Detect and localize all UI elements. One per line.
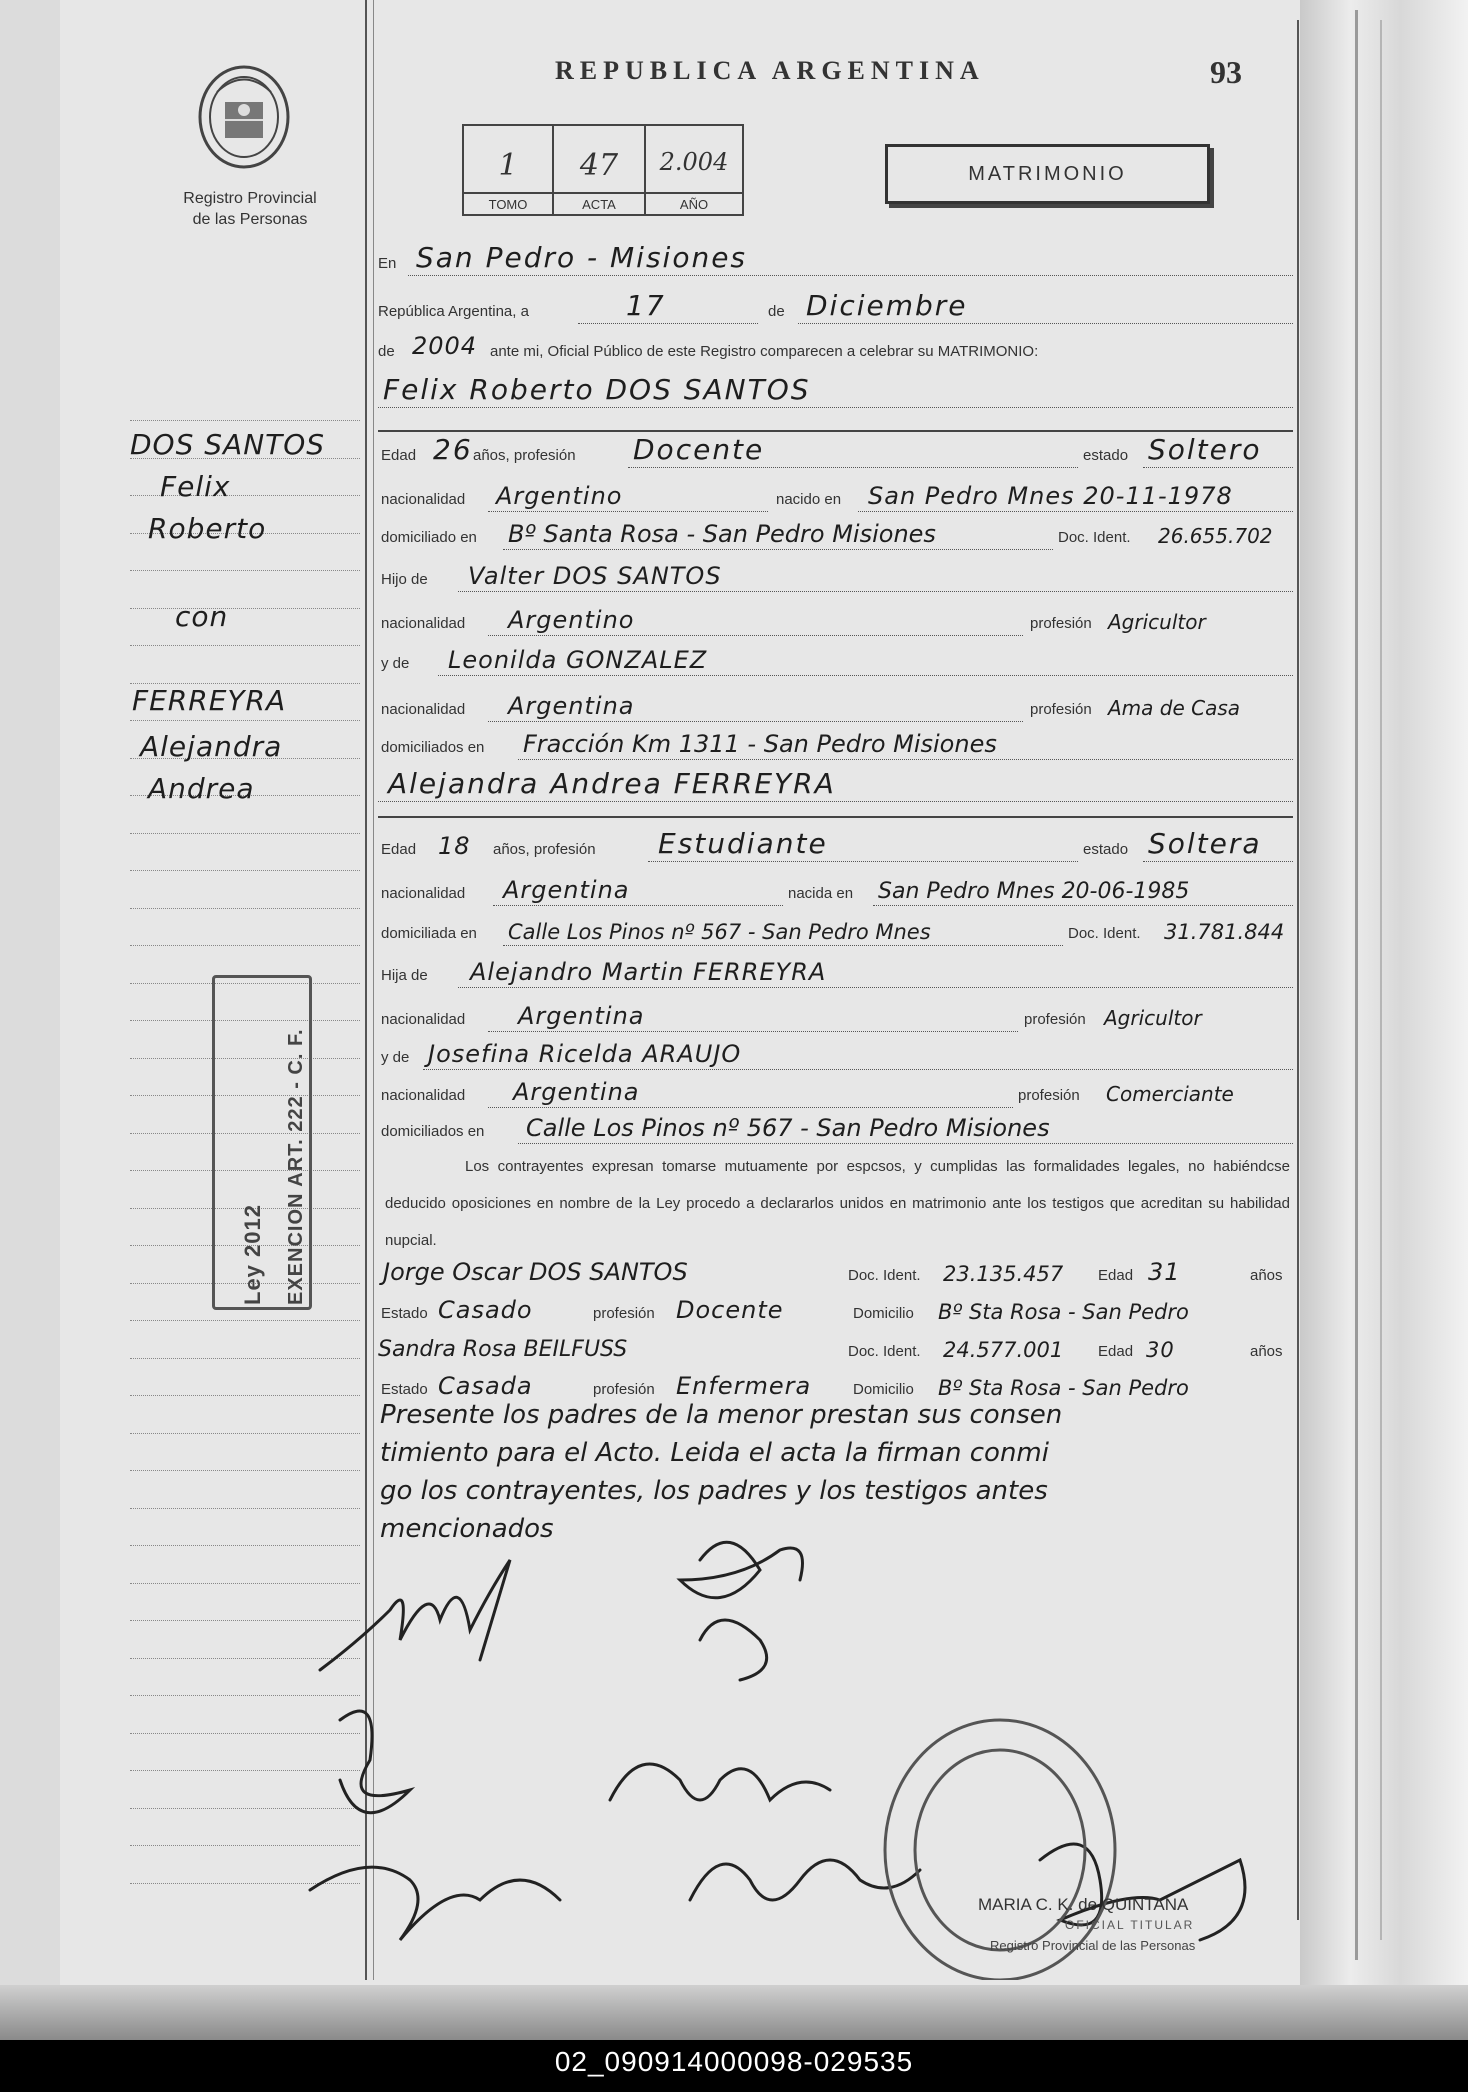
bride-civil-status: Soltera: [1148, 827, 1262, 860]
note-line: go los contrayentes, los padres y los testigos antes: [380, 1476, 1048, 1506]
margin-rule: [130, 870, 360, 871]
profesion-label: profesión: [1030, 701, 1092, 718]
edad-label: Edad: [1098, 1267, 1134, 1284]
profesion-label: profesión: [593, 1305, 655, 1322]
margin-rule: [130, 908, 360, 909]
doc-label: Doc. Ident.: [1058, 529, 1131, 546]
anos-label: años: [1250, 1343, 1283, 1360]
dotted-rule: [408, 275, 1293, 276]
dotted-rule: [1143, 861, 1293, 862]
estado-label: Estado: [381, 1305, 428, 1322]
profession-label: años, profesión: [473, 447, 576, 464]
ano-cell: [646, 126, 742, 214]
dotted-rule: [628, 467, 1078, 468]
place-value: San Pedro - Misiones: [416, 241, 748, 274]
acta-label: ACTA: [554, 192, 644, 212]
bride-father: Alejandro Martin FERREYRA: [470, 958, 827, 986]
nacionalidad-label: nacionalidad: [381, 615, 466, 632]
dotted-rule: [518, 1143, 1293, 1144]
domicilio-label: Domicilio: [853, 1305, 914, 1322]
dotted-rule: [438, 675, 1293, 676]
groom-mother: Leonilda GONZALEZ: [448, 646, 708, 674]
doc-label: Doc. Ident.: [1068, 925, 1141, 942]
bride-name-line: [378, 766, 1293, 804]
witness1-address: Bº Sta Rosa - San Pedro: [938, 1300, 1189, 1324]
edad-label: Edad: [381, 841, 417, 858]
groom-age: 26: [433, 433, 473, 466]
dotted-rule: [503, 945, 1063, 946]
signature: [700, 1620, 767, 1680]
groom-nationality-line: [378, 476, 1293, 514]
groom-father-profession: Agricultor: [1108, 610, 1206, 634]
groom-mother-profession: Ama de Casa: [1108, 696, 1241, 720]
dotted-rule: [488, 1031, 1018, 1032]
bride-signature: [680, 1542, 803, 1598]
bride-parents-address-line: [378, 1108, 1293, 1146]
margin-groom-surname: DOS SANTOS: [130, 428, 326, 461]
dotted-rule: [493, 905, 783, 906]
groom-father-nationality: Argentino: [508, 606, 635, 634]
groom-address-line: [378, 514, 1293, 552]
page-stack-edge: [1300, 0, 1468, 2000]
witness1-profession: Docente: [676, 1296, 784, 1324]
doc-label: Doc. Ident.: [848, 1267, 921, 1284]
estado-label: estado: [1083, 447, 1129, 464]
bride-mother-nationality: Argentina: [513, 1078, 640, 1106]
hija-label: Hija de: [381, 967, 428, 984]
profession-label: años, profesión: [493, 841, 596, 858]
dotted-rule: [378, 801, 1293, 802]
month-value: Diciembre: [806, 289, 968, 322]
groom-name-line: [378, 372, 1293, 410]
margin-rule: [130, 720, 360, 721]
groom-parents-address-line: [378, 724, 1293, 762]
domiciliados-label: domiciliados en: [381, 739, 485, 756]
profesion-label: profesión: [1030, 615, 1092, 632]
official-registry: Registro Provincial de las Personas: [990, 1938, 1196, 1953]
de-label: de: [768, 303, 785, 320]
section-rule: [378, 816, 1293, 818]
nacionalidad-label: nacionalidad: [381, 491, 466, 508]
day-value: 17: [626, 289, 666, 322]
nacionalidad-label: nacionalidad: [381, 701, 466, 718]
domiciliados-label: domiciliados en: [381, 1123, 485, 1140]
witness1-details-line: [378, 1290, 1293, 1328]
margin-bride-surname: FERREYRA: [132, 684, 287, 717]
right-margin-divider: [1297, 20, 1299, 1920]
bride-address-line: [378, 910, 1293, 948]
witness2-profession: Enfermera: [676, 1372, 812, 1400]
profesion-label: profesión: [1024, 1011, 1086, 1028]
groom-birthplace-date: San Pedro Mnes 20-11-1978: [868, 482, 1233, 510]
margin-con: con: [175, 600, 229, 633]
year-line: [378, 328, 1293, 366]
hijo-label: Hijo de: [381, 571, 428, 588]
groom-nationality: Argentino: [496, 482, 623, 510]
dotted-rule: [648, 861, 1078, 862]
margin-rule: [130, 1320, 360, 1321]
dotted-rule: [488, 721, 1023, 722]
bride-father-nat-line: [378, 996, 1293, 1034]
witness2-doc: 24.577.001: [943, 1338, 1064, 1362]
bride-address: Calle Los Pinos nº 567 - San Pedro Mnes: [508, 920, 931, 944]
margin-rule: [130, 608, 360, 609]
note-line: Presente los padres de la menor prestan sus consen: [380, 1400, 1063, 1430]
profesion-label: profesión: [593, 1381, 655, 1398]
groom-father-nat-line: [378, 600, 1293, 638]
groom-mother-nationality: Argentina: [508, 692, 635, 720]
signature: [340, 1711, 410, 1813]
declaration-text: Los contrayentes expresan tomarse mutuamente por espcsos, y cumplidas las formalidades legales, no habiéndcse deducido oposiciones en nombre de la Ley procedo a declararlos unidos en matrimonio ante los testigos que acreditan su habilidad nupcial.: [385, 1158, 1290, 1249]
witness1-doc: 23.135.457: [943, 1262, 1064, 1286]
groom-father-line: [378, 556, 1293, 594]
margin-rule: [130, 645, 360, 646]
dotted-rule: [1143, 467, 1293, 468]
witness1-status: Casado: [438, 1296, 533, 1324]
groom-father: Valter DOS SANTOS: [468, 562, 722, 590]
margin-groom-name: Roberto: [148, 512, 267, 545]
year-value: 2004: [412, 332, 478, 360]
bride-age-line: [378, 826, 1293, 864]
dotted-rule: [488, 635, 1023, 636]
page-edge-line: [1380, 20, 1382, 1940]
stamp-text: Ley 2012: [240, 1204, 265, 1305]
dotted-rule: [458, 987, 1293, 988]
domiciliado-label: domiciliado en: [381, 529, 477, 546]
groom-full-name: Felix Roberto DOS SANTOS: [383, 373, 811, 406]
act-type-box: MATRIMONIO: [885, 144, 1210, 204]
groom-age-line: [378, 432, 1293, 470]
tomo-cell: [464, 126, 554, 214]
dotted-rule: [488, 511, 768, 512]
registry-line: Registro Provincial: [183, 190, 317, 207]
date-line: [378, 288, 1293, 326]
edad-label: Edad: [1098, 1343, 1134, 1360]
witness2-status: Casada: [438, 1372, 533, 1400]
country-title: REPUBLICA ARGENTINA: [555, 56, 985, 85]
de2-label: de: [378, 343, 395, 360]
page-bottom-edge: [0, 1985, 1468, 2040]
witness2-details-line: [378, 1366, 1293, 1404]
margin-rule: [130, 833, 360, 834]
acta-value: 47: [579, 148, 619, 183]
bride-father-profession: Agricultor: [1104, 1006, 1202, 1030]
dotted-rule: [858, 511, 1293, 512]
bride-age: 18: [438, 832, 471, 860]
witness1-line: [378, 1252, 1293, 1290]
margin-rule: [130, 570, 360, 571]
place-line: [378, 240, 1293, 278]
dotted-rule: [378, 407, 1293, 408]
dotted-rule: [518, 759, 1293, 760]
margin-rule: [130, 420, 360, 421]
official-title: OFICIAL TITULAR: [1065, 1918, 1195, 1932]
en-label: En: [378, 255, 397, 272]
page-edge-line: [1355, 10, 1358, 1960]
bride-mother-nat-line: [378, 1072, 1293, 1110]
margin-rule: [130, 1433, 360, 1434]
official-name: MARIA C. K. de QUINTANA: [978, 1895, 1189, 1914]
estado-label: estado: [1083, 841, 1129, 858]
ante-text: ante mi, Oficial Público de este Registro comparecen a celebrar su MATRIMONIO:: [490, 343, 1039, 360]
margin-rule: [130, 1470, 360, 1471]
y-de-label: y de: [381, 655, 410, 672]
margin-rule: [130, 1358, 360, 1359]
margin-groom-name: Felix: [160, 470, 231, 503]
witness2-name: Sandra Rosa BEILFUSS: [378, 1337, 628, 1362]
republica-label: República Argentina, a: [378, 303, 529, 320]
dotted-rule: [798, 323, 1293, 324]
bride-nationality: Argentina: [503, 876, 630, 904]
margin-rule: [130, 1508, 360, 1509]
stamp-text: EXENCION ART. 222 - C. F.: [285, 1028, 307, 1305]
nacida-label: nacida en: [788, 885, 854, 902]
scan-identifier: 02_090914000098-029535: [554, 2046, 914, 2077]
nacionalidad-label: nacionalidad: [381, 1011, 466, 1028]
tomo-label: TOMO: [464, 192, 552, 212]
groom-parents-address: Fracción Km 1311 - San Pedro Misiones: [523, 730, 997, 758]
bride-full-name: Alejandra Andrea FERREYRA: [388, 767, 836, 800]
bride-parents-address: Calle Los Pinos nº 567 - San Pedro Misiones: [526, 1114, 1050, 1142]
signature: [310, 1867, 560, 1940]
provincial-seal-icon: [195, 62, 293, 172]
acta-cell: [554, 126, 646, 214]
bride-birthplace-date: San Pedro Mnes 20-06-1985: [878, 879, 1190, 904]
edad-label: Edad: [381, 447, 417, 464]
bride-doc: 31.781.844: [1164, 920, 1285, 944]
groom-address: Bº Santa Rosa - San Pedro Misiones: [508, 520, 936, 548]
margin-rule: [130, 945, 360, 946]
groom-doc: 26.655.702: [1158, 524, 1273, 548]
ano-value: 2.004: [659, 148, 729, 176]
margin-bride-name: Andrea: [148, 772, 255, 805]
dotted-rule: [503, 549, 1053, 550]
nacido-label: nacido en: [776, 491, 842, 508]
domiciliada-label: domiciliada en: [381, 925, 477, 942]
registry-line: de las Personas: [192, 211, 308, 228]
margin-rule: [130, 1395, 360, 1396]
doc-label: Doc. Ident.: [848, 1343, 921, 1360]
groom-signature: [320, 1560, 510, 1670]
bride-mother-profession: Comerciante: [1106, 1082, 1234, 1106]
tomo-value: 1: [498, 148, 518, 183]
domicilio-label: Domicilio: [853, 1381, 914, 1398]
dotted-rule: [423, 1069, 1293, 1070]
bride-mother: Josefina Ricelda ARAUJO: [428, 1040, 742, 1068]
groom-mother-nat-line: [378, 686, 1293, 724]
nacionalidad-label: nacionalidad: [381, 885, 466, 902]
bride-father-line: [378, 952, 1293, 990]
ano-label: AÑO: [646, 192, 742, 212]
bride-profession: Estudiante: [658, 827, 828, 860]
bride-nationality-line: [378, 870, 1293, 908]
witness2-line: [378, 1328, 1293, 1366]
groom-mother-line: [378, 640, 1293, 678]
dotted-rule: [873, 905, 1293, 906]
record-number-box: [462, 124, 744, 216]
profesion-label: profesión: [1018, 1087, 1080, 1104]
witness2-age: 30: [1146, 1338, 1175, 1362]
groom-civil-status: Soltero: [1148, 433, 1262, 466]
bride-mother-line: [378, 1034, 1293, 1072]
dotted-rule: [458, 591, 1293, 592]
folio-number: 93: [1210, 54, 1242, 90]
anos-label: años: [1250, 1267, 1283, 1284]
groom-profession: Docente: [633, 433, 765, 466]
registry-name: [150, 188, 350, 230]
dotted-rule: [578, 323, 758, 324]
y-de-label: y de: [381, 1049, 410, 1066]
witness1-name: Jorge Oscar DOS SANTOS: [383, 1258, 688, 1286]
note-line: mencionados: [380, 1514, 554, 1544]
margin-bride-name: Alejandra: [140, 730, 283, 763]
nacionalidad-label: nacionalidad: [381, 1087, 466, 1104]
estado-label: Estado: [381, 1381, 428, 1398]
witness1-age: 31: [1148, 1258, 1181, 1286]
note-line: timiento para el Acto. Leida el acta la firman conmi: [380, 1438, 1049, 1468]
bride-father-nationality: Argentina: [518, 1002, 645, 1030]
witness2-address: Bº Sta Rosa - San Pedro: [938, 1376, 1189, 1400]
witness-signature: [610, 1764, 830, 1800]
